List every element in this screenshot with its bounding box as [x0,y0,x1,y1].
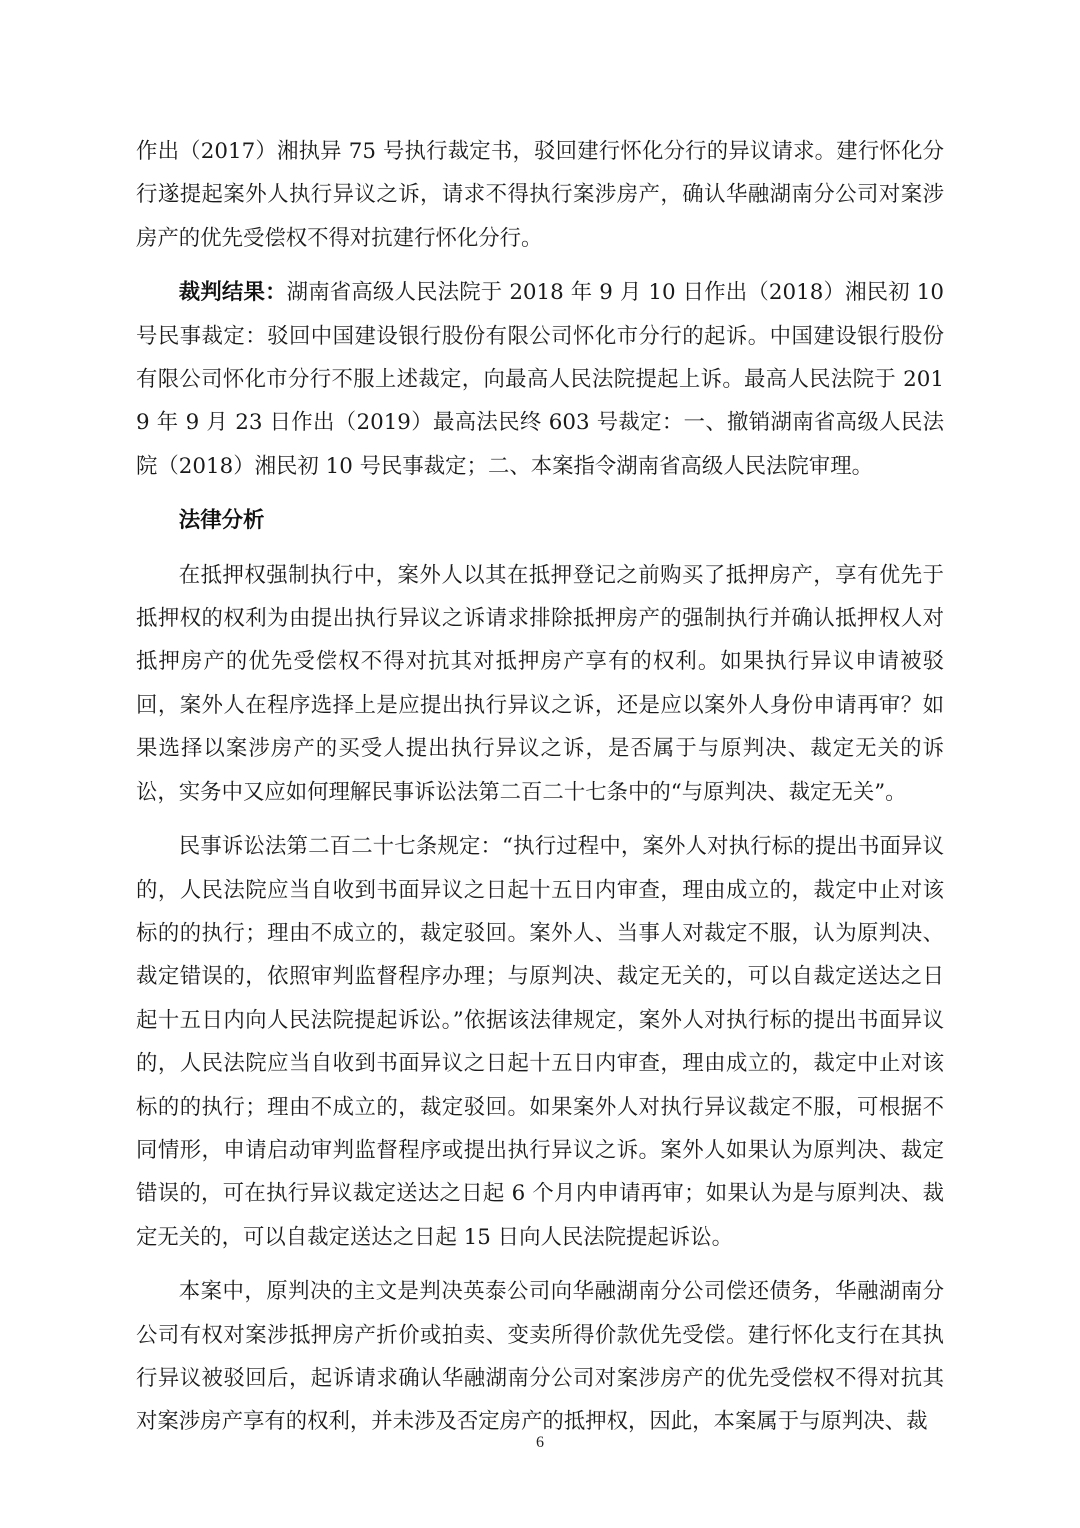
paragraph-text: 湖南省高级人民法院于 2018 年 9 月 10 日作出（2018）湘民初 10 号民事裁定：驳回中国建设银行股份有限公司怀化市分行的起诉。中国建设银行股份有限公司怀化市分行不服上述裁定，向最高人民法院提起上诉。最高人民法院于 2019 年 9 月 23 日作出（2019）最高法民终 603 号裁定：一、撤销湖南省高级人民法院（2018）湘民初 10 号民事裁定；二、本案指令湖南省高级人民法院审理。 [136,280,944,479]
page-number: 6 [536,1434,544,1451]
paragraph-text: 作出（2017）湘执异 75 号执行裁定书，驳回建行怀化分行的异议请求。建行怀化分行遂提起案外人执行异议之诉，请求不得执行案涉房产，确认华融湖南分公司对案涉房产的优先受偿权不得对抗建行怀化分行。 [136,139,944,251]
document-body [136,130,944,1444]
paragraph-analysis-2: 民事诉讼法第二百二十七条规定：“执行过程中，案外人对执行标的提出书面异议的，人民法院应当自收到书面异议之日起十五日内审查，理由成立的，裁定中止对该标的的执行；理由不成立的，裁定驳回。案外人、当事人对裁定不服，认为原判决、裁定错误的，依照审判监督程序办理；与原判决、裁定无关的，可以自裁定送达之日起十五日内向人民法院提起诉讼。”依据该法律规定，案外人对执行标的提出书面异议的，人民法院应当自收到书面异议之日起十五日内审查，理由成立的，裁定中止对该标的的执行；理由不成立的，裁定驳回。如果案外人对执行异议裁定不服，可根据不同情形，申请启动审判监督程序或提出执行异议之诉。案外人如果认为原判决、裁定错误的，可在执行异议裁定送达之日起 6 个月内申请再审；如果认为是与原判决、裁定无关的，可以自裁定送达之日起 15 日向人民法院提起诉讼。 [136,834,944,1250]
paragraph-analysis-3: 本案中，原判决的主文是判决英泰公司向华融湖南分公司偿还债务，华融湖南分公司有权对案涉抵押房产折价或拍卖、变卖所得价款优先受偿。建行怀化支行在其执行异议被驳回后，起诉请求确认华融湖南分公司对案涉房产的优先受偿权不得对抗其对案涉房产享有的权利，并未涉及否定房产的抵押权，因此，本案属于与原判决、裁 [136,1279,944,1435]
section-heading: 法律分析 [178,508,265,534]
paragraph-background [136,130,944,260]
paragraph-lead-label: 裁判结果： [178,280,287,306]
paragraph-analysis-1: 在抵押权强制执行中，案外人以其在抵押登记之前购买了抵押房产，享有优先于抵押权的权利为由提出执行异议之诉请求排除抵押房产的强制执行并确认抵押权人对抵押房产的优先受偿权不得对抗其对抵押房产享有的权利。如果执行异议申请被驳回，案外人在程序选择上是应提出执行异议之诉，还是应以案外人身份申请再审？如果选择以案涉房产的买受人提出执行异议之诉，是否属于与原判决、裁定无关的诉讼，实务中又应如何理解民事诉讼法第二百二十七条中的“与原判决、裁定无关”。 [136,562,944,805]
paragraph-ruling [136,271,944,488]
